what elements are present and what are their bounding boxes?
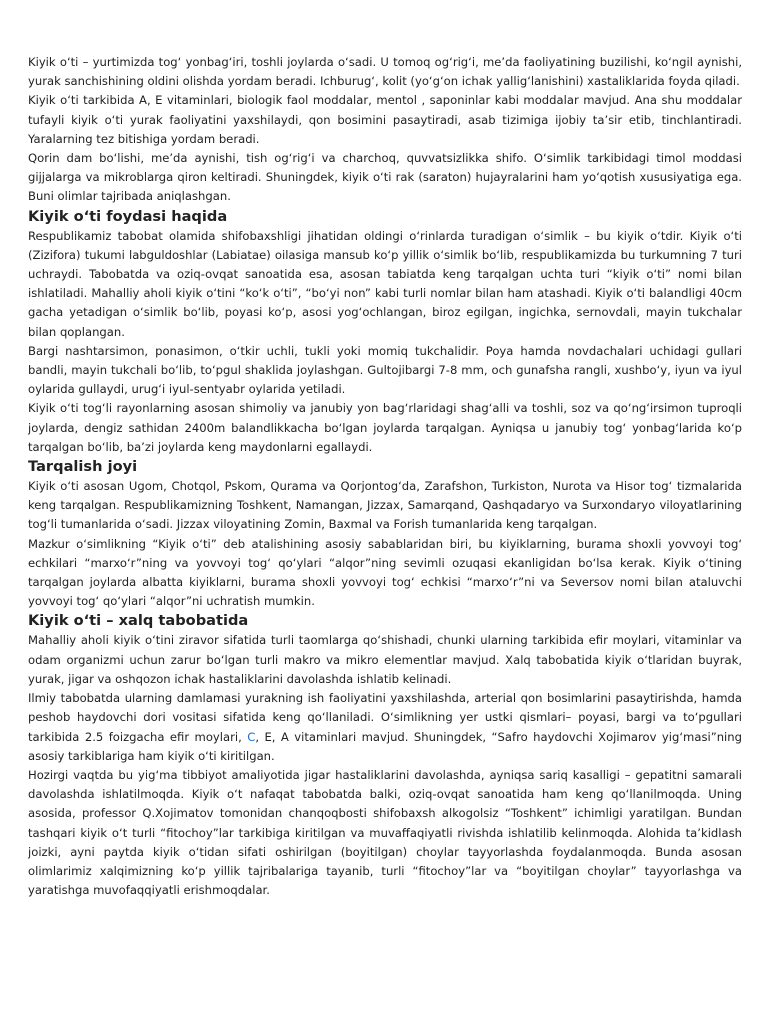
intro-paragraph-1: Kiyik o‘ti – yurtimizda tog‘ yonbag‘iri, toshli joylarda o‘sadi. U tomoq og‘rig‘i, me’da faoliyatining buzilishi, ko‘ngil aynishi, yurak sanchishining oldini olishda yordam beradi. Ichburug‘, kolit (yo‘g‘on ichak yallig‘lanishini) xastaliklarida foyda qiladi. (28, 55, 742, 89)
section-heading-folk-medicine: Kiyik o‘ti – xalq tabobatida (28, 612, 249, 630)
folk-medicine-paragraph-2 (28, 689, 742, 766)
intro-paragraph-3: Qorin dam bo‘lishi, me’da aynishi, tish og‘rig‘i va charchoq, quvvatsizlikka shifo. O‘simlik tarkibidagi timol moddasi gijjalarga va mikroblarga qiron keltiradi. Shuningdek, kiyik o‘ti rak (saraton) hujayralarini ham yo‘qotish xususiyatiga ega. Buni olimlar tajribada aniqlashgan. (28, 151, 742, 204)
folk-medicine-text-before-link: Ilmiy tabobatda ularning damlamasi yurakning ish faoliyatini yaxshilashda, arterial qon bosimlarini pasaytirishda, hamda peshob haydovchi dori vositasi sifatida keng qo‘llaniladi. O‘simlikning yer ustki qismlari– poyasi, bargi va to‘pgullari tarkibida 2.5 foizgacha efir moylari, (28, 691, 742, 744)
article (28, 53, 742, 900)
section-heading-distribution: Tarqalish joyi (28, 458, 138, 476)
intro-paragraph-2: Kiyik o‘ti tarkibida A, E vitaminlari, biologik faol moddalar, mentol , saponinlar kabi moddalar mavjud. Ana shu moddalar tufayli kiyik o‘ti yurak faoliyatini yaxshilaydi, qon bosimini pasaytiradi, asab tizimiga ijobiy ta’sir etib, tinchlantiradi. Yaralarning tez bitishiga yordam beradi. (28, 93, 742, 146)
folk-medicine-text-after-link: , E, A vitaminlari mavjud. Shuningdek, “Safro haydovchi Xojimarov yig‘masi”ning asosiy tarkiblariga ham kiyik o‘ti kiritilgan. (28, 729, 742, 763)
folk-medicine-paragraph-1: Mahalliy aholi kiyik o‘tini ziravor sifatida turli taomlarga qo‘shishadi, chunki ularning tarkibida efir moylari, vitaminlar va odam organizmi uchun zarur bo‘lgan turli makro va mikro elementlar mavjud. Xalq tabobatida kiyik o‘tlaridan buyrak, yurak, jigar va oshqozon ichak hastaliklarini davolashda ishlatib kelinadi. (28, 633, 742, 686)
distribution-paragraph-2: Mazkur o‘simlikning “Kiyik o‘ti” deb atalishining asosiy sabablaridan biri, bu kiyiklarning, burama shoxli yovvoyi tog‘ echkilari “marxo‘r”ning va yovvoyi tog‘ qo‘ylari “alqor”ning sevimli ozuqasi ekanligidan bo‘lsa kerak. Kiyik o‘tining tarqalgan joylarda albatta kiyiklarni, burama shoxli yovvoyi tog‘ echkisi “marxo‘r”ni va Seversov nomi bilan ataluvchi yovvoyi tog‘ qo‘ylari “alqor”ni uchratish mumkin. (28, 536, 742, 609)
benefits-paragraph-3: Kiyik o‘ti tog‘li rayonlarning asosan shimoliy va janubiy yon bag‘rlaridagi shag‘alli va toshli, soz va qo‘ng‘irsimon tuproqli joylarda, dengiz sathidan 2400m balandlikkacha bo‘lgan joylarda tarqalgan. Ayniqsa u janubiy tog‘ yonbag‘larida ko‘p tarqalgan bo‘lib, ba’zi joylarda keng maydonlarni egallaydi. (28, 401, 742, 454)
benefits-paragraph-1: Respublikamiz tabobat olamida shifobaxshligi jihatidan oldingi o‘rinlarda turadigan o‘simlik – bu kiyik o‘tdir. Kiyik o‘ti (Zizifora) tukumi labguldoshlar (Labiatae) oilasiga mansub ko‘p yillik o‘simlik bo‘lib, respublikamizda bu turkumning 7 turi uchraydi. Tabobatda va oziq-ovqat sanoatida esa, asosan tabiatda keng tarqalgan uchta turi “kiyik o‘ti” nomi bilan ishlatiladi. Mahalliy aholi kiyik o‘tini “ko‘k o‘ti”, “bo‘yi non” kabi turli nomlar bilan ham atashadi. Kiyik o‘ti balandligi 40cm gacha yetadigan o‘simlik bo‘lib, poyasi ko‘p, asosi yog‘ochlangan, biroz egilgan, ingichka, sernovdali, mayin tukchalar bilan qoplangan. (28, 228, 742, 339)
vitamin-c-link[interactable]: C (247, 729, 256, 744)
section-heading-benefits: Kiyik o‘ti foydasi haqida (28, 207, 228, 225)
distribution-paragraph-1: Kiyik o‘ti asosan Ugom, Chotqol, Pskom, Qurama va Qorjontog‘da, Zarafshon, Turkiston, Nurota va Hisor tog‘ tizmalarida keng tarqalgan. Respublikamizning Toshkent, Namangan, Jizzax, Samarqand, Qashqadaryo va Surxondaryo viloyatlarining tog‘li tumanlarida o‘sadi. Jizzax viloyatining Zomin, Baxmal va Forish tumanlarida keng tarqalgan. (28, 479, 742, 532)
folk-medicine-paragraph-3: Hozirgi vaqtda bu yig‘ma tibbiyot amaliyotida jigar hastaliklarini davolashda, ayniqsa sariq kasalligi – gepatitni samarali davolashda ishlatilmoqda. Kiyik o‘t nafaqat tabobatda balki, oziq-ovqat sanoatida ham keng qo‘llanilmoqda. Uning asosida, professor Q.Xojimatov tomonidan chanqoqbosti shifobaxsh alkogolsiz “Toshkent” ichimligi yaratilgan. Bundan tashqari kiyik o‘t turli “fitochoy”lar tarkibiga kiritilgan va muvaffaqiyatli rivishda ishlatilib kelinmoqda. Alohida ta’kidlash joizki, ayni paytda kiyik o‘tidan sifati oshirilgan (boyitilgan) choylar tayyorlashda foydalanmoqda. Bunda asosan olimlarimiz xalqimizning ko‘p yillik tajribalariga tayanib, turli “fitochoy”lar va “boyitilgan choylar” tayyorlashga va yaratishga muvofaqqiyatli erishmoqdalar. (28, 767, 742, 898)
benefits-paragraph-2: Bargi nashtarsimon, ponasimon, o‘tkir uchli, tukli yoki momiq tukchalidir. Poya hamda novdachalari uchidagi gullari bandli, mayin tukchali bo‘lib, to‘pgul shaklida joylashgan. Gultojibargi 7-8 mm, och gunafsha rangli, xushbo‘y, iyun va iyul oylarida gullaydi, urug‘i iyul-sentyabr oylarida yetiladi. (28, 343, 742, 397)
